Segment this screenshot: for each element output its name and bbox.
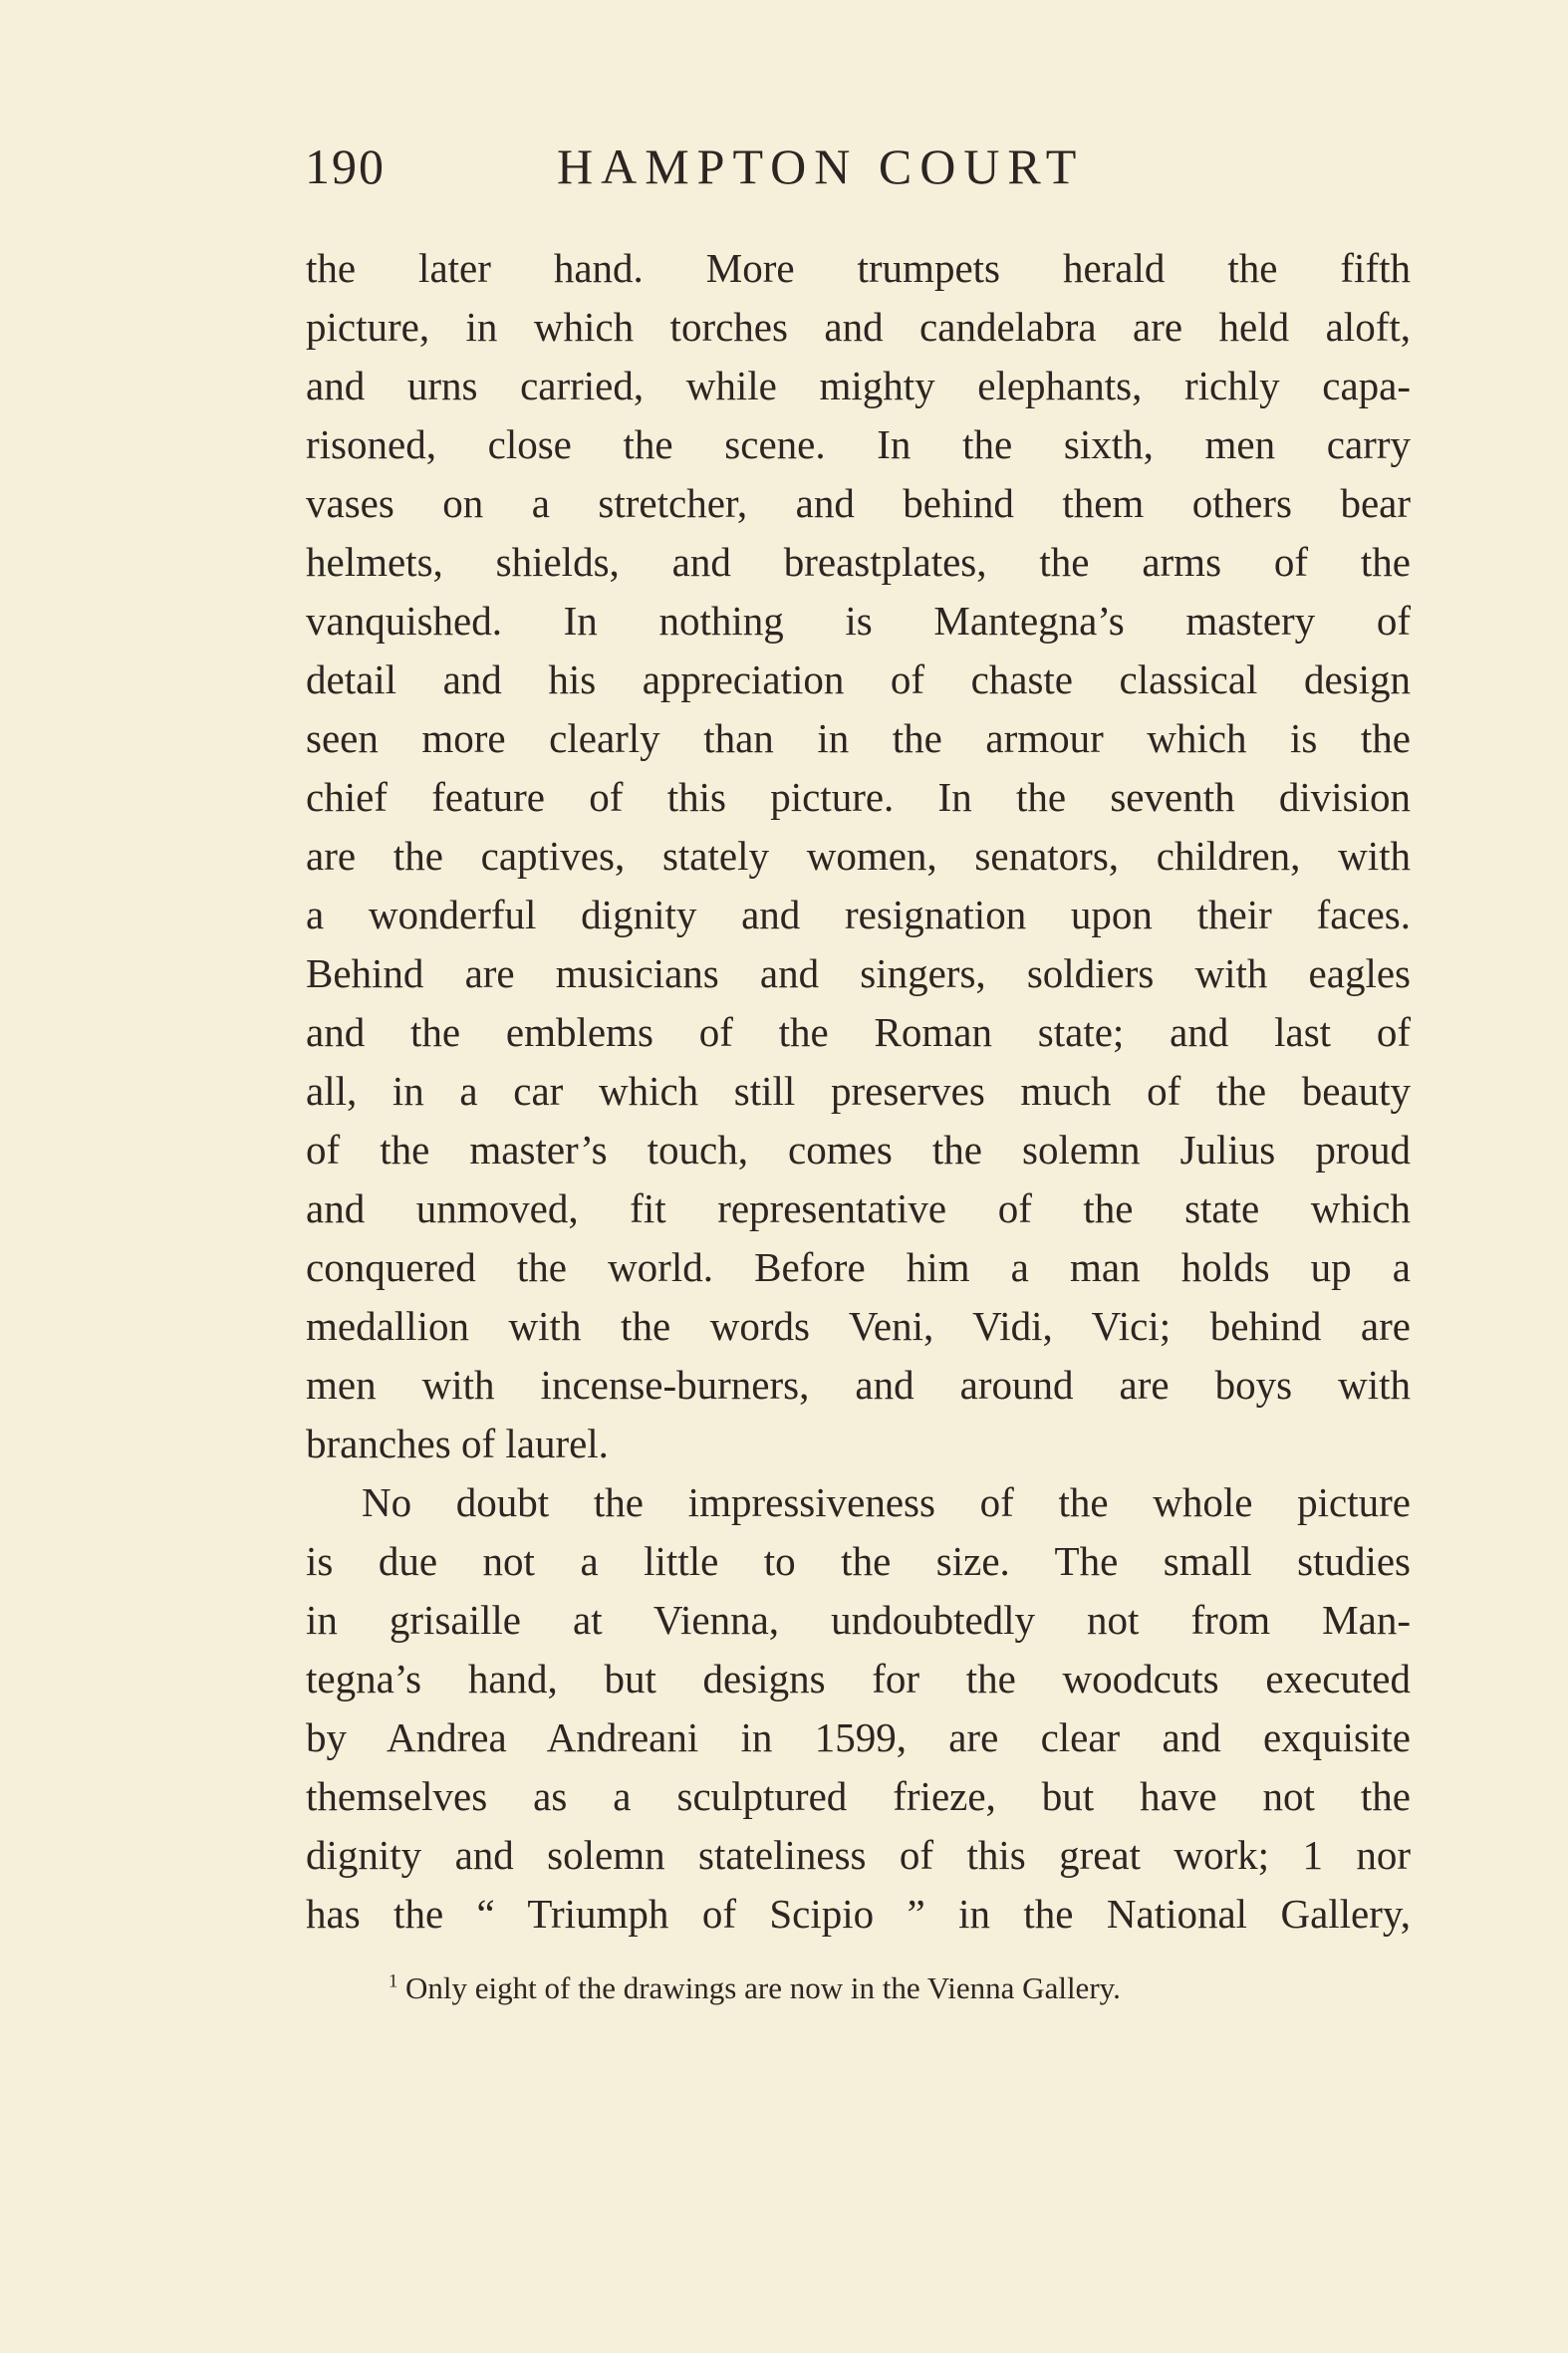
footnote <box>389 1970 1121 2006</box>
text-line: the later hand. More trumpets herald the fifth <box>306 245 1411 291</box>
text-line: Behind are musicians and singers, soldiers with eagles <box>306 950 1411 996</box>
footnote-marker: 1 <box>389 1970 398 1992</box>
text-line: conquered the world. Before him a man holds up a <box>306 1244 1411 1290</box>
text-line: in grisaille at Vienna, undoubtedly not from Man- <box>306 1597 1411 1643</box>
text-line: branches of laurel. <box>306 1421 609 1466</box>
text-line: chief feature of this picture. In the seventh division <box>306 774 1411 820</box>
text-line: a wonderful dignity and resignation upon their faces. <box>306 892 1411 937</box>
text-line: has the “ Triumph of Scipio ” in the National Gallery, <box>306 1891 1411 1937</box>
text-line: risoned, close the scene. In the sixth, men carry <box>306 421 1411 467</box>
footnote-text: Only eight of the drawings are now in the Vienna Gallery. <box>405 1970 1121 2005</box>
text-line: and unmoved, fit representative of the state which <box>306 1185 1411 1231</box>
text-line: picture, in which torches and candelabra are held aloft, <box>306 304 1411 350</box>
text-line: all, in a car which still preserves much of the beauty <box>306 1068 1411 1114</box>
text-line: and urns carried, while mighty elephants, richly capa- <box>306 363 1411 408</box>
text-line: detail and his appreciation of chaste classical design <box>306 656 1411 702</box>
body-text <box>306 239 1411 1944</box>
text-line: and the emblems of the Roman state; and last of <box>306 1009 1411 1055</box>
text-line: dignity and solemn stateliness of this great work; 1 nor <box>306 1832 1411 1878</box>
text-line: seen more clearly than in the armour which is the <box>306 715 1411 761</box>
running-title: HAMPTON COURT <box>557 138 1085 194</box>
text-line: of the master’s touch, comes the solemn Julius proud <box>306 1127 1411 1173</box>
running-header <box>305 137 1411 207</box>
text-line: is due not a little to the size. The small studies <box>306 1538 1411 1584</box>
text-line: helmets, shields, and breastplates, the arms of the <box>306 539 1411 585</box>
text-line: by Andrea Andreani in 1599, are clear and exquisite <box>306 1714 1411 1760</box>
text-line: vanquished. In nothing is Mantegna’s mastery of <box>306 598 1411 644</box>
page-number: 190 <box>305 138 386 194</box>
text-line: vases on a stretcher, and behind them others bear <box>306 480 1411 526</box>
text-line: are the captives, stately women, senators, children, with <box>306 833 1411 879</box>
text-line: themselves as a sculptured frieze, but have not the <box>306 1773 1411 1819</box>
text-line: medallion with the words Veni, Vidi, Vici; behind are <box>306 1303 1411 1349</box>
text-line: No doubt the impressiveness of the whole picture <box>362 1479 1411 1525</box>
text-line: men with incense-burners, and around are boys with <box>306 1362 1411 1408</box>
text-line: tegna’s hand, but designs for the woodcuts executed <box>306 1656 1411 1701</box>
